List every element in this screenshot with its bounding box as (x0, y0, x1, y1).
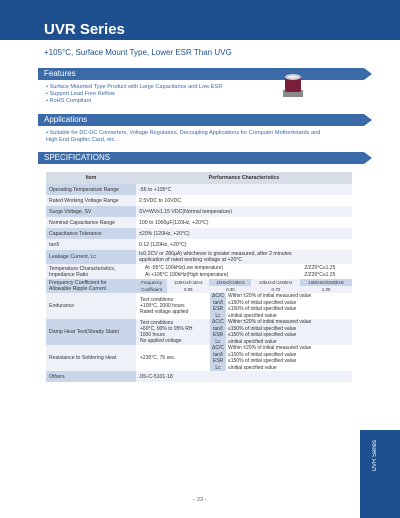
coefficient-value: 0.30 (226, 287, 235, 292)
damp-heat-table (136, 319, 352, 345)
condition: At -55°C 100kHz(Low temperature) (145, 265, 224, 272)
row-value: SV=WVx1.15 VDC(Normal temperature) (136, 206, 352, 217)
frequency-label: Frequency (136, 279, 167, 286)
table-row (46, 279, 352, 293)
series-side-tab (360, 430, 400, 518)
param-limit: ≤150% of initial specified value (228, 358, 297, 365)
param-limit: ≤150% of initial specified value (228, 299, 297, 306)
leakage-line: I≤0.2CV or 280µA) whichever is greater measured, after 2 minutes (139, 251, 292, 257)
column-header-characteristics: Performance Characteristics (136, 172, 352, 184)
specifications-heading: SPECIFICATIONS (38, 152, 364, 164)
param-code: ESR (210, 332, 226, 339)
endurance-table (136, 293, 352, 319)
param-code: tanδ (210, 352, 226, 359)
list-item: • Suitable for DC-DC Converters, Voltage Regulators, Decoupling Applications for Computer Motherboards and (46, 130, 321, 136)
column-header-item: Item (46, 172, 136, 184)
row-item-line: Temperature Characteristics, (49, 265, 116, 272)
ratio: Z/Z20°C≤1.25 (304, 265, 336, 272)
row-item (46, 264, 136, 279)
condition-line: Test conditions (140, 320, 174, 326)
page-subtitle: +105°C, Surface Mount Type, Lower ESR Than UVG (44, 48, 232, 57)
features-list (46, 84, 222, 105)
table-row (46, 371, 352, 382)
row-item: Operating Temperature Range (46, 184, 136, 195)
param-code: ΔC/C (210, 293, 226, 300)
table-header-row (46, 172, 352, 184)
test-conditions (136, 293, 210, 319)
param-code: Lc (210, 365, 226, 372)
frequency-band: 120Hz≤f<1kHz (173, 280, 203, 285)
list-item: High End Graphic Card, etc. (46, 137, 116, 143)
coefficient-value: 1.00 (321, 287, 331, 292)
applications-list (46, 130, 320, 144)
row-item: Surge Voltage, SV (46, 206, 136, 217)
row-item (46, 279, 136, 293)
param-limit: Within ±20% of initial measured value (228, 293, 312, 300)
coefficient-value: 0.05 (184, 287, 193, 292)
table-row (46, 239, 352, 250)
row-value: 0.12 (120Hz, +20°C) (136, 239, 352, 250)
row-value: ±20% (120Hz, +20°C) (136, 228, 352, 239)
list-item: • Surface Mounted Type Product with Large Capacitance and Low ESR (46, 84, 223, 90)
specifications-table (46, 172, 352, 382)
row-value (136, 264, 352, 279)
page-title: UVR Series (44, 21, 125, 38)
row-item: tanδ (46, 239, 136, 250)
condition: At +105°C 100kHz(High temperature) (145, 271, 229, 278)
row-value (136, 345, 352, 371)
row-item: Resistance to Soldering Heat (46, 345, 136, 371)
table-row (46, 184, 352, 195)
param-code: ESR (210, 306, 226, 313)
param-limit: ≤150% of initial specified value (228, 332, 297, 339)
row-value (136, 293, 352, 319)
condition-line: No applied voltage (140, 338, 182, 344)
param-limit: ≤150% of initial specified value (228, 325, 297, 332)
page-number: - 23 - (193, 497, 207, 503)
impedance-ratio-table (139, 265, 349, 278)
table-row (46, 217, 352, 228)
param-code: tanδ (210, 326, 226, 333)
row-value: 2.5VDC to 16VDC (136, 195, 352, 206)
param-code: Lc (210, 313, 226, 320)
frequency-coefficient-table (136, 279, 352, 293)
features-heading: Features (38, 68, 364, 80)
row-item: Nominal Capacitance Range (46, 217, 136, 228)
list-item: • RoHS Compliant (46, 98, 92, 104)
table-row (46, 195, 352, 206)
condition-line: Rated voltage applied (140, 309, 189, 315)
param-code: ΔC/C (210, 345, 226, 352)
table-row (46, 319, 352, 345)
param-limit: ≤initial specified value (228, 338, 277, 345)
param-code: Lc (210, 339, 226, 346)
frequency-band: 1kHz≤f<10kHz (209, 279, 251, 286)
condition-line: +105°C, 2000 hours (140, 303, 185, 309)
list-item: • Support Lead Free Reflow (46, 91, 115, 97)
table-row (46, 345, 352, 371)
soldering-heat-table (136, 345, 352, 371)
row-value: 100 to 1000µF(120Hz, +20°C) (136, 217, 352, 228)
row-item: Capacitance Tolerance (46, 228, 136, 239)
table-row (46, 250, 352, 264)
row-item-line: Impedance Ratio (49, 271, 89, 278)
table-row (46, 264, 352, 279)
coefficient-value: 0.70 (271, 287, 281, 292)
test-conditions: +230°C, 75 sec. (140, 355, 176, 361)
row-item: Endurance (46, 293, 136, 319)
row-item: Rated Working Voltage Range (46, 195, 136, 206)
capacitor-image (282, 72, 304, 98)
param-limit: ≤initial specified value (228, 312, 277, 319)
condition-line: +60°C, 90% to 95% RH (140, 326, 193, 332)
row-value (136, 250, 352, 264)
row-value: JIS-C-5101-18 (136, 371, 352, 382)
table-row (46, 293, 352, 319)
row-item: Others (46, 371, 136, 382)
row-item-line: Allowable Ripple Current (49, 286, 107, 292)
row-value (136, 279, 352, 293)
param-code: ESR (210, 358, 226, 365)
param-limit: Within ±20% of initial measured value (228, 319, 312, 326)
frequency-band: 100kHz≤f≤500kHz (300, 279, 352, 286)
row-value: -55 to +105°C (136, 184, 352, 195)
condition-line: 1000 hours (140, 332, 166, 338)
table-row (46, 228, 352, 239)
row-item: Damp Heat Test(Steady State) (46, 319, 136, 345)
frequency-band: 10kHz≤f<100kHz (259, 280, 293, 285)
condition-line: Test conditions (140, 297, 174, 303)
row-item-line: Frequency Coefficient for (49, 280, 107, 286)
header-band (0, 0, 400, 40)
coefficient-label: Coefficient (136, 286, 167, 293)
table-row (46, 206, 352, 217)
param-code: tanδ (210, 300, 226, 307)
param-code: ΔC/C (210, 319, 226, 326)
leakage-line: application of rated working voltage at +20°C (139, 257, 243, 263)
param-limit: ≤initial specified value (228, 364, 277, 371)
row-item: Leakage Current, Lc (46, 250, 136, 264)
row-value (136, 319, 352, 345)
param-limit: Within ±20% of initial measured value (228, 345, 312, 352)
param-limit: ≤150% of initial specified value (228, 351, 297, 358)
applications-heading: Applications (38, 114, 364, 126)
ratio: Z/Z20°C≤1.25 (304, 271, 336, 278)
param-limit: ≤150% of initial specified value (228, 306, 297, 313)
side-tab-label: UVR Series (372, 440, 378, 472)
test-conditions (136, 319, 210, 345)
